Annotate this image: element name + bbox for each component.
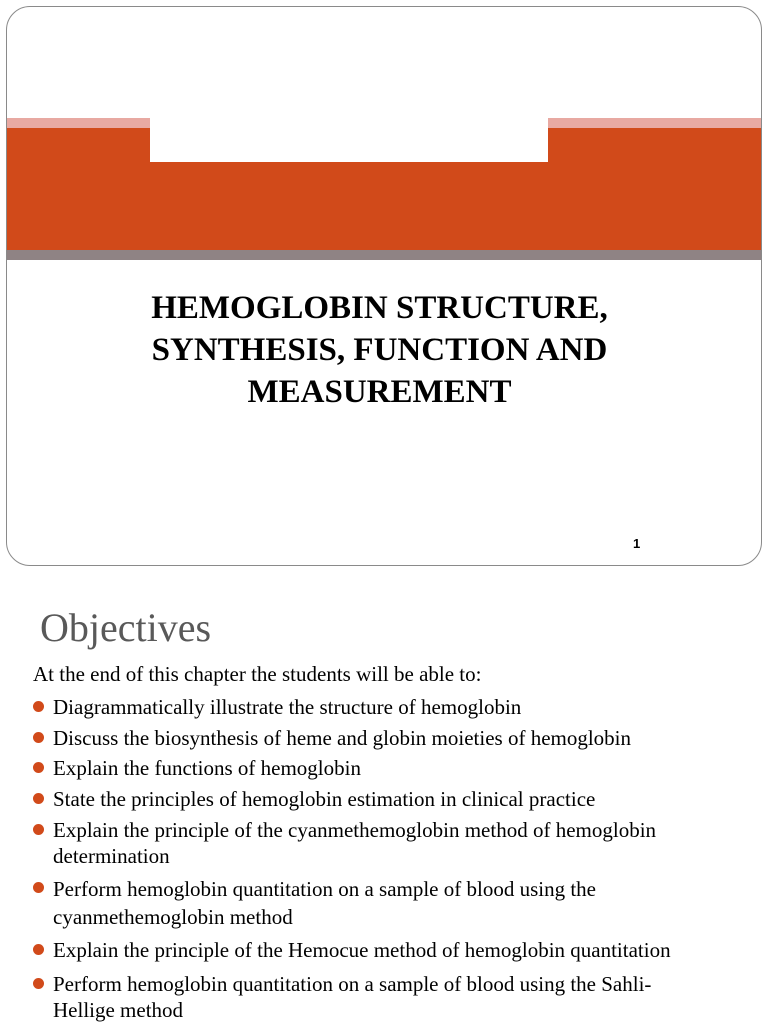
bullet-dot-icon bbox=[33, 824, 44, 835]
decor-band-orange-middle bbox=[150, 162, 548, 250]
slide-title: HEMOGLOBIN STRUCTURE, SYNTHESIS, FUNCTION AND MEASUREMENT bbox=[151, 290, 608, 410]
list-item-text: Explain the functions of hemoglobin bbox=[53, 756, 361, 780]
decor-band-gray bbox=[7, 250, 762, 260]
bullet-dot-icon bbox=[33, 732, 44, 743]
list-item-text: Perform hemoglobin quantitation on a sample of blood using the Sahli- Hellige method bbox=[53, 972, 652, 1022]
decor-band-orange-right bbox=[548, 128, 762, 250]
decor-band-pink-left bbox=[7, 118, 150, 128]
bullet-dot-icon bbox=[33, 882, 44, 893]
list-item-text: Diagrammatically illustrate the structure of hemoglobin bbox=[53, 695, 522, 719]
bullet-dot-icon bbox=[33, 793, 44, 804]
list-item-text: Discuss the biosynthesis of heme and globin moieties of hemoglobin bbox=[53, 726, 632, 750]
list-item-text: Explain the principle of the Hemocue method of hemoglobin quantitation bbox=[53, 938, 671, 962]
title-slide bbox=[6, 6, 762, 566]
list-item-text: Perform hemoglobin quantitation on a sample of blood using the cyanmethemoglobin method bbox=[53, 877, 596, 929]
objectives-heading: Objectives bbox=[40, 605, 212, 650]
objectives-intro: At the end of this chapter the students will be able to: bbox=[33, 662, 482, 686]
list-item-text: Explain the principle of the cyanmethemoglobin method of hemoglobin determination bbox=[53, 818, 657, 868]
bullet-dot-icon bbox=[33, 944, 44, 955]
decor-band-orange-left bbox=[7, 128, 150, 250]
page-number: 1 bbox=[633, 536, 641, 551]
bullet-dot-icon bbox=[33, 978, 44, 989]
bullet-dot-icon bbox=[33, 701, 44, 712]
list-item-text: State the principles of hemoglobin estimation in clinical practice bbox=[53, 787, 596, 811]
decor-band-pink-right bbox=[548, 118, 762, 128]
bullet-dot-icon bbox=[33, 762, 44, 773]
